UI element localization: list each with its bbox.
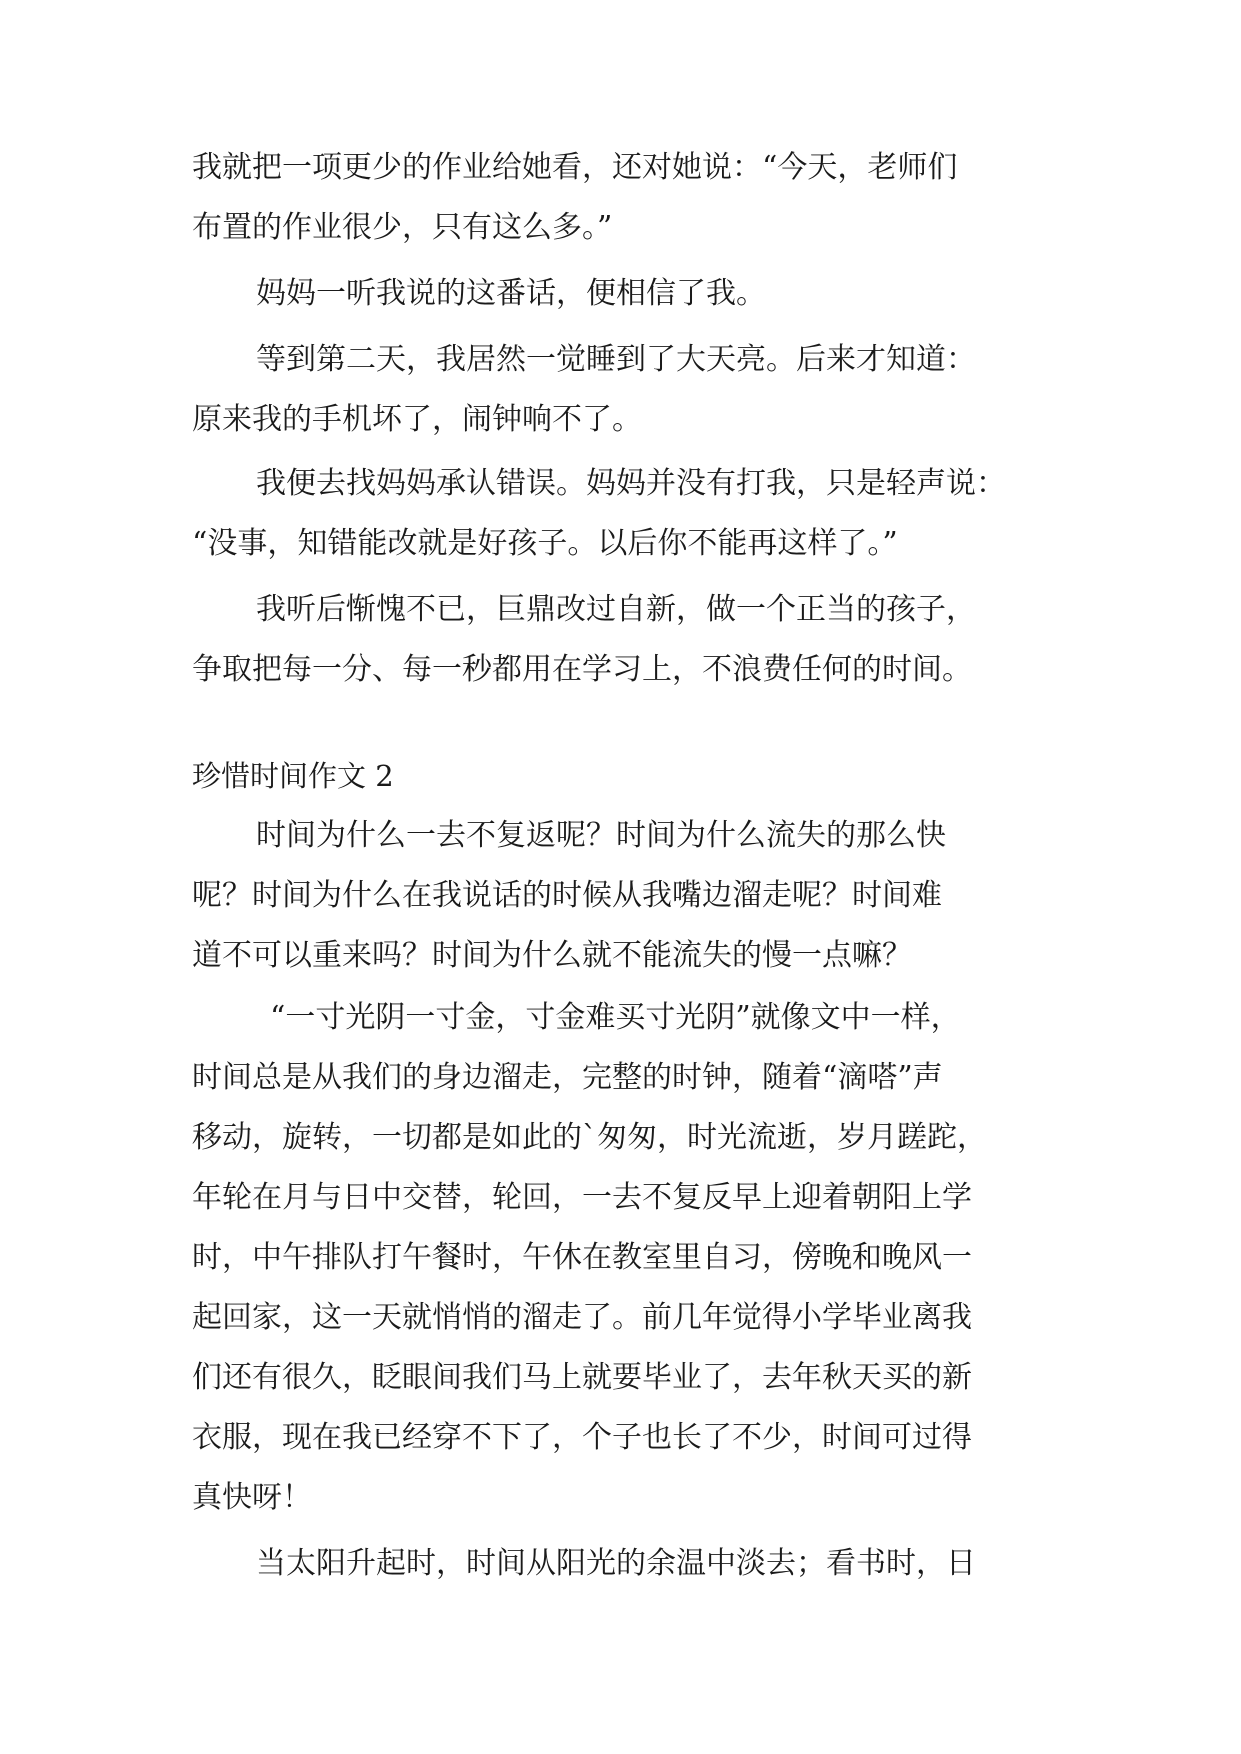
paragraph-line: 时间总是从我们的身边溜走，完整的时钟，随着“滴嗒”声 (192, 1060, 943, 1095)
paragraph-line: 衣服，现在我已经穿不下了，个子也长了不少，时间可过得 (192, 1420, 972, 1455)
paragraph-line: 我就把一项更少的作业给她看，还对她说：“今天，老师们 (192, 150, 958, 185)
section-title: 珍惜时间作文 2 (192, 759, 394, 793)
paragraph-line: 布置的作业很少，只有这么多。” (192, 210, 613, 245)
paragraph-line: 年轮在月与日中交替，轮回，一去不复反早上迎着朝阳上学 (192, 1180, 972, 1215)
paragraph-line: 争取把每一分、每一秒都用在学习上，不浪费任何的时间。 (192, 652, 972, 687)
paragraph-line: “没事，知错能改就是好孩子。以后你不能再这样了。” (192, 526, 898, 561)
paragraph-line: 们还有很久，眨眼间我们马上就要毕业了，去年秋天买的新 (192, 1360, 972, 1395)
paragraph-line: 妈妈一听我说的这番话，便相信了我。 (256, 276, 766, 311)
paragraph-line: 当太阳升起时，时间从阳光的余温中淡去；看书时，日 (256, 1546, 976, 1581)
paragraph-line: 道不可以重来吗？时间为什么就不能流失的慢一点嘛？ (192, 938, 912, 973)
paragraph-line: 我便去找妈妈承认错误。妈妈并没有打我，只是轻声说： (256, 466, 1006, 501)
paragraph-line: 时，中午排队打午餐时，午休在教室里自习，傍晚和晚风一 (192, 1240, 972, 1275)
paragraph-line: 原来我的手机坏了，闹钟响不了。 (192, 402, 642, 437)
paragraph-line: 真快呀！ (192, 1480, 312, 1515)
paragraph-line: 我听后惭愧不已，巨鼎改过自新，做一个正当的孩子， (256, 592, 976, 627)
paragraph-line: “一寸光阴一寸金，寸金难买寸光阴”就像文中一样， (270, 1000, 961, 1035)
paragraph-line: 时间为什么一去不复返呢？时间为什么流失的那么快 (256, 818, 946, 853)
paragraph-line: 起回家，这一天就悄悄的溜走了。前几年觉得小学毕业离我 (192, 1300, 972, 1335)
paragraph-line: 等到第二天，我居然一觉睡到了大天亮。后来才知道： (256, 342, 976, 377)
paragraph-line: 移动，旋转，一切都是如此的`匆匆，时光流逝，岁月蹉跎， (192, 1120, 987, 1155)
paragraph-line: 呢？时间为什么在我说话的时候从我嘴边溜走呢？时间难 (192, 878, 942, 913)
